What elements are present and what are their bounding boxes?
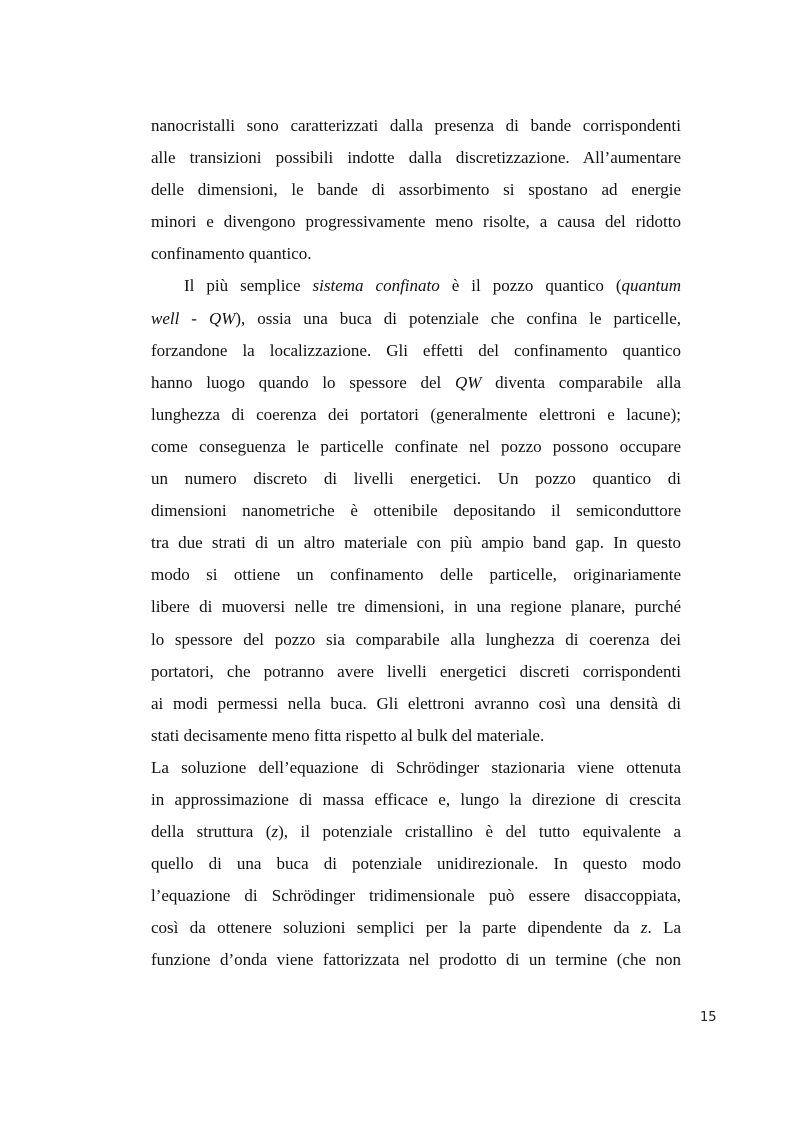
page-number: 15: [700, 1010, 717, 1025]
text-line: portatori, che potranno avere livelli energetici discreti corrispondenti: [151, 661, 681, 681]
text-line: modo si ottiene un confinamento delle particelle, originariamente: [151, 565, 681, 585]
paragraph: [151, 270, 681, 751]
text-line: dimensioni nanometriche è ottenibile depositando il semiconduttore: [151, 501, 681, 521]
text-line: quello di una buca di potenziale unidirezionale. In questo modo: [151, 854, 681, 874]
text-line: in approssimazione di massa efficace e, lungo la direzione di crescita: [151, 789, 681, 809]
text-line: Il più semplice sistema confinato è il pozzo quantico (quantum: [184, 276, 682, 296]
text-line: hanno luogo quando lo spessore del QW diventa comparabile alla: [151, 372, 681, 392]
body-text: [151, 110, 681, 977]
text-line: ai modi permessi nella buca. Gli elettroni avranno così una densità di: [151, 693, 681, 713]
text-line: lo spessore del pozzo sia comparabile alla lunghezza di coerenza dei: [151, 629, 681, 649]
text-line: un numero discreto di livelli energetici. Un pozzo quantico di: [151, 469, 681, 489]
text-line: così da ottenere soluzioni semplici per la parte dipendente da z. La: [151, 918, 681, 938]
text-line: nanocristalli sono caratterizzati dalla presenza di bande corrispondenti: [151, 116, 681, 135]
text-line: La soluzione dell’equazione di Schrödinger stazionaria viene ottenuta: [151, 757, 681, 777]
text-line: libere di muoversi nelle tre dimensioni, in una regione planare, purché: [151, 597, 681, 617]
text-line: lunghezza di coerenza dei portatori (generalmente elettroni e lacune);: [151, 404, 681, 424]
text-line: confinamento quantico.: [151, 244, 312, 264]
text-line: come conseguenza le particelle confinate nel pozzo possono occupare: [151, 436, 681, 456]
paragraph: [151, 752, 681, 977]
text-line: minori e divengono progressivamente meno risolte, a causa del ridotto: [151, 212, 681, 232]
text-line: delle dimensioni, le bande di assorbimento si spostano ad energie: [151, 180, 681, 200]
text-line: well - QW), ossia una buca di potenziale che confina le particelle,: [151, 308, 681, 328]
text-line: funzione d’onda viene fattorizzata nel prodotto di un termine (che non: [151, 950, 681, 970]
text-line: della struttura (z), il potenziale cristallino è del tutto equivalente a: [151, 822, 681, 842]
paragraph: [151, 110, 681, 270]
text-line: tra due strati di un altro materiale con più ampio band gap. In questo: [151, 533, 681, 553]
text-line: forzandone la localizzazione. Gli effetti del confinamento quantico: [151, 340, 681, 360]
text-line: alle transizioni possibili indotte dalla discretizzazione. All’aumentare: [151, 148, 681, 168]
text-line: stati decisamente meno fitta rispetto al bulk del materiale.: [151, 725, 545, 745]
text-line: l’equazione di Schrödinger tridimensionale può essere disaccoppiata,: [151, 886, 681, 906]
